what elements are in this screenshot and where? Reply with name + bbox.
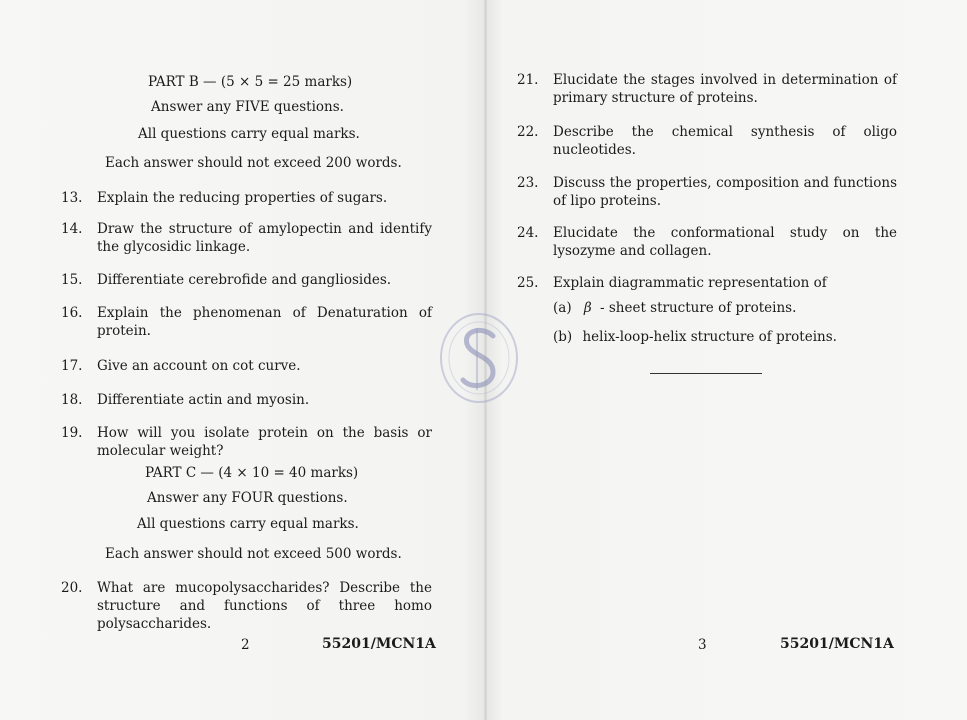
part-b-heading: PART B — (5 × 5 = 25 marks) — [148, 74, 353, 90]
question-text: Explain diagrammatic representation of — [553, 275, 827, 291]
question-number: 20. — [61, 580, 83, 596]
question-number: 24. — [517, 225, 539, 241]
question-19 — [61, 424, 436, 462]
question-16 — [61, 304, 436, 342]
paper-code: 55201/MCN1A — [780, 636, 894, 652]
question-20 — [61, 579, 436, 635]
part-b-instruction-2: All questions carry equal marks. — [138, 126, 360, 142]
part-b-instruction-3: Each answer should not exceed 200 words. — [105, 155, 402, 171]
question-number: 14. — [61, 221, 83, 237]
question-number: 23. — [517, 175, 539, 191]
page-number: 3 — [698, 637, 707, 653]
part-c-instruction-2: All questions carry equal marks. — [137, 516, 359, 532]
question-number: 18. — [61, 392, 83, 408]
end-rule — [650, 373, 762, 374]
question-25 — [517, 274, 901, 294]
question-21 — [517, 71, 901, 109]
question-13 — [61, 189, 436, 209]
sub-item-label: (a) — [553, 300, 572, 316]
paper-code: 55201/MCN1A — [322, 636, 436, 652]
question-number: 22. — [517, 124, 539, 140]
sub-item-text: helix-loop-helix structure of proteins. — [582, 329, 837, 345]
part-b-instruction-1: Answer any FIVE questions. — [151, 99, 344, 115]
question-number: 15. — [61, 272, 83, 288]
question-number: 21. — [517, 72, 539, 88]
question-text: Discuss the properties, composition and functions of lipo proteins. — [553, 175, 897, 209]
question-text: How will you isolate protein on the basis or molecular weight? — [97, 425, 432, 459]
question-number: 13. — [61, 190, 83, 206]
question-text: What are mucopolysaccharides? Describe the structure and functions of three homo polysaccharides. — [97, 580, 432, 632]
right-page — [487, 0, 967, 720]
sub-item-label: (b) — [553, 329, 573, 345]
beta-symbol: β — [583, 300, 592, 316]
question-number: 19. — [61, 425, 83, 441]
sub-item-b — [553, 329, 837, 345]
question-number: 16. — [61, 305, 83, 321]
part-c-heading: PART C — (4 × 10 = 40 marks) — [145, 465, 359, 481]
question-text: Describe the chemical synthesis of oligo nucleotides. — [553, 124, 897, 158]
question-24 — [517, 224, 901, 262]
question-number: 25. — [517, 275, 539, 291]
question-14 — [61, 220, 436, 258]
question-text: Draw the structure of amylopectin and identify the glycosidic linkage. — [97, 221, 432, 255]
question-number: 17. — [61, 358, 83, 374]
watermark-seal-icon — [437, 310, 521, 406]
question-text: Differentiate cerebrofide and gangliosides. — [97, 272, 392, 288]
question-text: Give an account on cot curve. — [97, 358, 301, 374]
part-c-instruction-1: Answer any FOUR questions. — [147, 490, 348, 506]
part-c-instruction-3: Each answer should not exceed 500 words. — [105, 546, 402, 562]
sub-item-a — [553, 300, 796, 316]
question-23 — [517, 174, 901, 212]
question-18 — [61, 391, 436, 411]
page-number: 2 — [241, 637, 250, 653]
question-text: Explain the reducing properties of sugars. — [97, 190, 388, 206]
question-text: Elucidate the stages involved in determination of primary structure of proteins. — [553, 72, 897, 106]
question-text: Explain the phenomenan of Denaturation of protein. — [97, 305, 432, 339]
question-22 — [517, 123, 901, 161]
question-15 — [61, 271, 436, 291]
question-17 — [61, 357, 436, 377]
sub-item-text: - sheet structure of proteins. — [600, 300, 797, 316]
question-text: Differentiate actin and myosin. — [97, 392, 310, 408]
question-text: Elucidate the conformational study on the lysozyme and collagen. — [553, 225, 897, 259]
